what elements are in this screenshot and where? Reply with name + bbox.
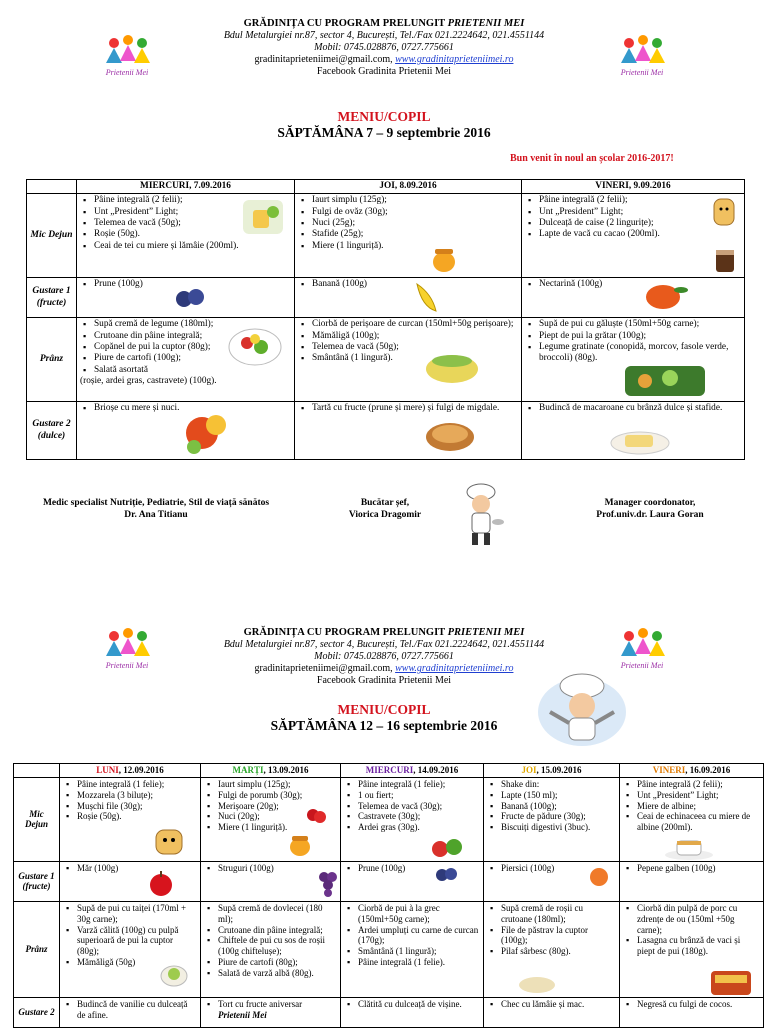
grilled-vegetables-icon <box>625 366 705 396</box>
cabbage-dish-icon <box>159 961 189 987</box>
menu-item: ▪ Ciorbă de pui à la grec (150ml+50g carne); <box>358 903 480 925</box>
pilaf-icon <box>517 973 557 995</box>
menu-item: ▪ Clătită cu dulceață de vișine. <box>358 999 480 1010</box>
row-label: Prânz <box>14 901 60 997</box>
menu-item: ▪ Iaurt simplu (125g); <box>312 195 518 206</box>
menu-item: ▪ Fulgi de ovăz (30g); <box>312 207 518 218</box>
menu-cell <box>620 901 764 997</box>
kindergarten-name: GRĂDINIȚA CU PROGRAM PRELUNGIT PRIETENII MEI <box>243 18 525 29</box>
facebook: Facebook Gradinita Prietenii Mei <box>316 65 452 77</box>
menu-cell <box>201 777 341 861</box>
kindergarten-logo-right <box>607 33 677 83</box>
menu-cell <box>522 318 745 402</box>
menu-cell <box>201 997 341 1027</box>
menu-table-week1 <box>26 179 745 460</box>
contact-line: gradinitaprieteniimei@gmail.com, www.gradinitaprieteniimei.ro <box>254 662 514 674</box>
menu-cell <box>484 997 620 1027</box>
header-block-2 <box>200 627 568 687</box>
menu-item: ▪ Fulgi de porumb (30g); <box>218 790 337 801</box>
menu-item: ▪ Budincă de macaroane cu brânză dulce și stafide. <box>539 403 741 414</box>
menu-cell <box>522 194 745 278</box>
svg-text:Prietenii Mei: Prietenii Mei <box>105 661 149 670</box>
fruit-collage-icon <box>180 405 236 457</box>
menu-item: ▪ Copănel de pui la cuptor (80g); <box>94 342 291 353</box>
menu-item: ▪ Budincă de vanilie cu dulceață de afine. <box>77 999 197 1021</box>
header-block <box>200 18 568 78</box>
svg-text:Prietenii Mei: Prietenii Mei <box>620 661 664 670</box>
menu-item: ▪ Roșie (50g). <box>77 811 197 822</box>
row-label: Gustare 2 <box>14 997 60 1027</box>
menu-item: ▪ Nuci (20g); <box>218 811 337 822</box>
vegetables-icon <box>430 835 464 859</box>
menu-item: ▪ Chiftele de pui cu sos de roșii (100g chiftelușe); <box>218 935 337 957</box>
chef-illustration <box>458 482 504 548</box>
address: Bdul Metalurgiei nr.87, sector 4, București, Tel./Fax 021.2224642, 021.4551144 <box>223 639 545 651</box>
menu-item: ▪ Salată asortată <box>94 365 291 376</box>
menu-item: ▪ Supă de pui cu găluște (150ml+50g carne); <box>539 319 741 330</box>
day-header: JOI, 15.09.2016 <box>484 764 620 778</box>
row-label: Gustare 2 (dulce) <box>27 402 77 460</box>
row-label: Mic Dejun <box>14 777 60 861</box>
corner-cell <box>27 180 77 194</box>
menu-item: ▪ Pilaf sârbesc (80g). <box>501 946 616 957</box>
menu-cell <box>60 861 201 901</box>
menu-item: ▪ Miere de albine; <box>637 801 760 812</box>
menu-item: ▪ Lapte de vacă cu cacao (200ml). <box>539 229 741 240</box>
menu-cell <box>295 194 522 278</box>
cocoa-cup-icon <box>713 245 737 275</box>
menu-item: ▪ Shake din: <box>501 779 616 790</box>
kindergarten-logo-left <box>92 33 162 83</box>
menu-item: ▪ Pâine integrală (1 felie); <box>358 779 480 790</box>
soup-pot-icon <box>422 347 484 387</box>
menu-item: ▪ Supă cremă de legume (180ml); <box>94 319 291 330</box>
menu-item: ▪ Pâine integrală (1 felie); <box>77 779 197 790</box>
menu-item: ▪ Varză călită (100g) cu pulpă superioară de pui la cuptor (80g); <box>77 925 197 957</box>
menu-item: ▪ Roșie (50g). <box>94 229 291 240</box>
menu-item: ▪ Pâine integrală (2 felii); <box>94 195 291 206</box>
day-header: LUNI, 12.09.2016 <box>60 764 201 778</box>
cranberries-icon <box>304 803 328 827</box>
menu-item: ▪ Pâine integrală (1 felie). <box>358 957 480 968</box>
menu-item: ▪ Supă de pui cu taiței (170ml + 30g carne); <box>77 903 197 925</box>
menu-item: ▪ Ceai de echinaceea cu miere de albine (200ml). <box>637 811 760 833</box>
menu-item: ▪ Struguri (100g) <box>218 863 337 874</box>
toast-icon <box>155 829 183 855</box>
mobile: Mobil: 0745.028876, 0727.775661 <box>314 42 454 54</box>
website-link[interactable]: www.gradinitaprieteniimei.ro <box>395 662 514 674</box>
menu-item: ▪ Tartă cu fructe (prune și mere) și fulgi de migdale. <box>312 403 518 414</box>
menu-cell <box>484 901 620 997</box>
menu-cell <box>201 861 341 901</box>
menu-item: ▪ Brioșe cu mere și nuci. <box>94 403 291 414</box>
menu-item: ▪ Mămăligă (100g); <box>312 331 518 342</box>
menu-cell <box>295 318 522 402</box>
menu-item: ▪ Mozzarela (3 biluțe); <box>77 790 197 801</box>
menu-item: ▪ Telemea de vacă (50g); <box>312 342 518 353</box>
menu-item: ▪ Castravete (30g); <box>358 811 480 822</box>
menu-cell <box>60 901 201 997</box>
day-header: JOI, 8.09.2016 <box>295 180 522 194</box>
medic-signature: Medic specialist Nutriție, Pediatrie, Stil de viață sănătos Dr. Ana Titianu <box>42 498 270 521</box>
menu-item: ▪ Ardei umpluți cu carne de curcan (170g); <box>358 925 480 947</box>
menu-item: ▪ Lapte (150 ml); <box>501 790 616 801</box>
menu-item: ▪ Ardei gras (30g). <box>358 822 480 833</box>
menu-item: ▪ Banană (100g); <box>501 801 616 812</box>
menu-cell <box>295 278 522 318</box>
menu-cell <box>60 997 201 1027</box>
menu-item: ▪ Ciorbă din pulpă de porc cu zdrențe de ou (150ml +50g carne); <box>637 903 760 935</box>
tea-icon <box>243 200 283 234</box>
tea-cup-icon <box>663 839 719 861</box>
menu-item: ▪ Biscuiți digestivi (3buc). <box>501 822 616 833</box>
row-label: Gustare 1 (fructe) <box>14 861 60 901</box>
menu-cell <box>522 278 745 318</box>
row-label: Gustare 1 (fructe) <box>27 278 77 318</box>
lasagna-icon <box>709 967 753 997</box>
nectarine-icon <box>643 282 689 310</box>
honey-jar-icon <box>288 833 312 857</box>
menu-item: ▪ File de păstrav la cuptor (100g); <box>501 925 616 947</box>
week-title-2: SĂPTĂMÂNA 12 – 16 septembrie 2016 <box>270 718 498 733</box>
pudding-plate-icon <box>609 427 671 455</box>
menu-item: ▪ Negresă cu fulgi de cocos. <box>637 999 760 1010</box>
menu-table-week2 <box>13 763 764 1028</box>
week-title: SĂPTĂMÂNA 7 – 9 septembrie 2016 <box>277 125 491 140</box>
menu-cell <box>341 997 484 1027</box>
menu-item: ▪ Stafide (25g); <box>312 229 518 240</box>
menu-item: ▪ Piept de pui la grătar (100g); <box>539 331 741 342</box>
menu-item: ▪ Prune (100g) <box>94 279 291 290</box>
day-header: MIERCURI, 7.09.2016 <box>77 180 295 194</box>
apple-icon <box>147 869 175 897</box>
kindergarten-name: GRĂDINIȚA CU PROGRAM PRELUNGIT PRIETENII MEI <box>243 627 525 638</box>
menu-item: ▪ Mușchi file (30g); <box>77 801 197 812</box>
menu-item: ▪ Smântână (1 lingură); <box>358 946 480 957</box>
menu-item: ▪ Merișoare (20g); <box>218 801 337 812</box>
menu-cell <box>77 278 295 318</box>
menu-cell <box>341 901 484 997</box>
menu-cell <box>60 777 201 861</box>
banana-icon <box>412 279 442 313</box>
menu-cell <box>620 861 764 901</box>
menu-cell <box>341 777 484 861</box>
menu-item: ▪ Miere (1 linguriță). <box>218 822 337 833</box>
menu-item: ▪ Chec cu lămâie și mac. <box>501 999 616 1010</box>
menu-item: ▪ Lasagna cu brânză de vaci și piept de pui (180g). <box>637 935 760 957</box>
menu-item: ▪ Telemea de vacă (30g); <box>358 801 480 812</box>
menu-item: ▪ Salată de varză albă (80g). <box>218 968 337 979</box>
menu-item: ▪ Piure de cartofi (100g); <box>94 353 291 364</box>
menu-cell <box>484 861 620 901</box>
toast-icon <box>713 198 735 226</box>
honey-jar-icon <box>430 245 458 273</box>
kindergarten-logo-left-2 <box>92 626 162 676</box>
menu-item: ▪ Dulceață de caise (2 lingurițe); <box>539 218 741 229</box>
menu-cell <box>77 194 295 278</box>
menu-item: ▪ Iaurt simplu (125g); <box>218 779 337 790</box>
grapes-icon <box>316 867 340 899</box>
menu-cell <box>341 861 484 901</box>
contact-line: gradinitaprieteniimei@gmail.com, www.gradinitaprieteniimei.ro <box>254 53 514 65</box>
menu-item: ▪ Prune (100g) <box>358 863 480 874</box>
menu-item: ▪ Piersici (100g) <box>501 863 616 874</box>
menu-title-2: MENIU/COPIL <box>337 702 431 717</box>
day-header: MIERCURI, 14.09.2016 <box>341 764 484 778</box>
row-label: Mic Dejun <box>27 194 77 278</box>
menu-item: ▪ Telemea de vacă (50g); <box>94 218 291 229</box>
welcome-message: Bun venit în noul an școlar 2016-2017! <box>510 153 674 164</box>
menu-item: ▪ Mămăligă (50g) <box>77 957 197 968</box>
menu-item: ▪ Pepene galben (100g) <box>637 863 760 874</box>
menu-item: ▪ Nuci (25g); <box>312 218 518 229</box>
salad-detail: (roșie, ardei gras, castravete) (100g). <box>80 375 217 386</box>
menu-title: MENIU/COPIL <box>337 109 431 124</box>
salad-icon <box>227 321 283 367</box>
menu-cell <box>77 318 295 402</box>
chef-signature: Bucătar șef, Viorica Dragomir <box>348 498 422 521</box>
menu-item: ▪ Supă cremă de dovlecei (180 ml); <box>218 903 337 925</box>
manager-signature: Manager coordonator, Prof.univ.dr. Laura Goran <box>596 498 704 521</box>
menu-item: ▪ Unt „President” Light; <box>539 207 741 218</box>
peach-icon <box>587 865 613 887</box>
menu-item: ▪ Crutoane din pâine integrală; <box>94 331 291 342</box>
menu-cell <box>522 402 745 460</box>
menu-item: ▪ Pâine integrală (2 felii); <box>539 195 741 206</box>
day-header: VINERI, 9.09.2016 <box>522 180 745 194</box>
corner-cell <box>14 764 60 778</box>
menu-item: ▪ Pâine integrală (2 felii); <box>637 779 760 790</box>
menu-cell <box>77 402 295 460</box>
menu-cell <box>484 777 620 861</box>
menu-item: ▪ Nectarină (100g) <box>539 279 741 290</box>
menu-cell <box>201 901 341 997</box>
menu-item: ▪ Unt „President” Light; <box>637 790 760 801</box>
menu-cell <box>620 777 764 861</box>
menu-item: ▪ Legume gratinate (conopidă, morcov, fasole verde, broccoli) (80g). <box>539 342 741 365</box>
menu-item: ▪ Ceai de tei cu miere și lămâie (200ml). <box>94 241 291 252</box>
plums-icon <box>174 285 208 309</box>
menu-item: ▪ Crutoane din pâine integrală; <box>218 925 337 936</box>
svg-text:Prietenii Mei: Prietenii Mei <box>105 68 149 77</box>
menu-item: ▪ Piure de cartofi (80g); <box>218 957 337 968</box>
day-header: MARȚI, 13.09.2016 <box>201 764 341 778</box>
cake-name: Prietenii Mei <box>218 1009 267 1020</box>
menu-item: ▪ Tort cu fructe aniversar <box>218 999 337 1010</box>
fruit-tart-icon <box>424 419 476 453</box>
menu-item: ▪ 1 ou fiert; <box>358 790 480 801</box>
row-label: Prânz <box>27 318 77 402</box>
facebook: Facebook Gradinita Prietenii Mei <box>316 674 452 686</box>
menu-item: ▪ Banană (100g) <box>312 279 518 290</box>
mobile: Mobil: 0745.028876, 0727.775661 <box>314 651 454 663</box>
svg-text:Prietenii Mei: Prietenii Mei <box>620 68 664 77</box>
address: Bdul Metalurgiei nr.87, sector 4, București, Tel./Fax 021.2224642, 021.4551144 <box>223 30 545 42</box>
website-link[interactable]: www.gradinitaprieteniimei.ro <box>395 53 514 65</box>
plums-icon <box>434 865 460 883</box>
menu-item: ▪ Smântână (1 lingură). <box>312 353 518 364</box>
menu-item: ▪ Miere (1 linguriță). <box>312 241 518 252</box>
menu-item: ▪ Măr (100g) <box>77 863 197 874</box>
day-header: VINERI, 16.09.2016 <box>620 764 764 778</box>
menu-item: ▪ Unt „President” Light; <box>94 207 291 218</box>
menu-cell <box>295 402 522 460</box>
menu-item: ▪ Supă cremă de roșii cu crutoane (180ml); <box>501 903 616 925</box>
menu-item: ▪ Fructe de pădure (30g); <box>501 811 616 822</box>
menu-cell <box>620 997 764 1027</box>
menu-item: ▪ Ciorbă de perișoare de curcan (150ml+50g perișoare); <box>312 319 518 330</box>
